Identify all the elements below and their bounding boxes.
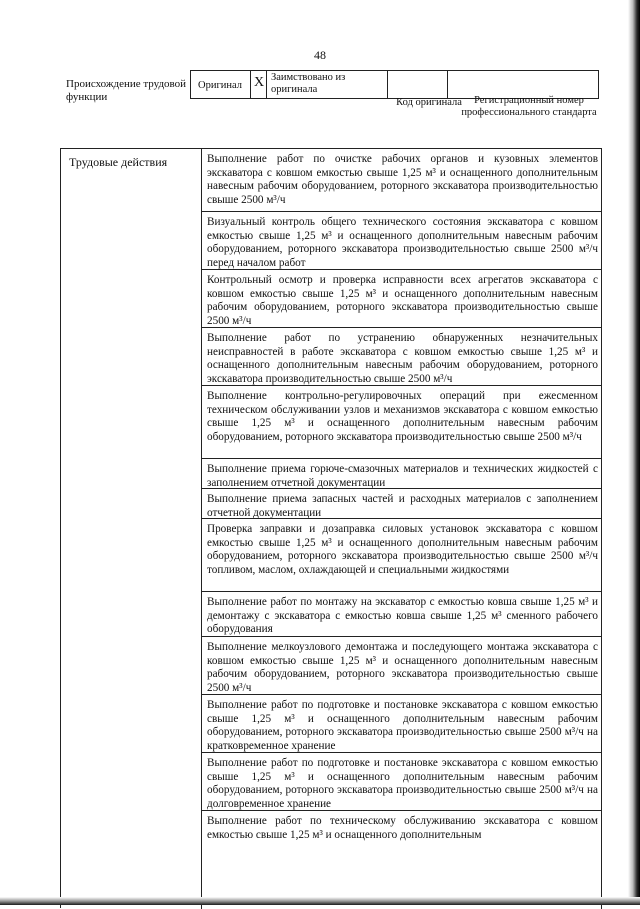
- labor-actions-table: [60, 148, 602, 908]
- labor-action: Контрольный осмотр и проверка исправности всех агрегатов экскаватора с ковшом емкостью свыше 1,25 м³ и оснащенного дополнительным навесным рабочим оборудованием, роторного экскаватора производительностью свыше 2500 м³/ч: [202, 270, 602, 328]
- labor-action: Выполнение мелкоузлового демонтажа и последующего монтажа экскаватора с ковшом емкостью свыше 1,25 м³ и оснащенного дополнительным навесным рабочим оборудованием, роторного экскаватора производительностью свыше 2500 м³/ч: [202, 637, 602, 695]
- labor-action: Выполнение работ по техническому обслуживанию экскаватора с ковшом емкостью свыше 1,25 м³ и оснащенного дополнительным: [207, 815, 598, 841]
- origin-label: Происхождение трудовой функции: [66, 78, 187, 103]
- labor-action: Выполнение работ по подготовке и постановке экскаватора с ковшом емкостью свыше 1,25 м³ и оснащенного дополнительным навесным рабочим оборудованием, роторного экскаватора производительностью свыше 2500 м³/ч на долговременное хранение: [202, 753, 602, 811]
- labor-action: Выполнение приема запасных частей и расходных материалов с заполнением отчетной документации: [202, 489, 602, 519]
- labor-action: Проверка заправки и дозаправка силовых установок экскаватора с ковшом емкостью свыше 1,25 м³ и оснащенного дополнительным навесным рабочим оборудованием, роторного экскаватора производительностью свыше 2500 м³/ч топливом, маслом, охлаждающей и специальными жидкостями: [202, 519, 602, 592]
- page-number: 48: [314, 48, 326, 62]
- reg-number-cell: [448, 71, 598, 98]
- borrowed-cell: Заимствовано из оригинала: [267, 71, 388, 98]
- labor-action: Выполнение работ по подготовке и постановке экскаватора с ковшом емкостью свыше 1,25 м³ и оснащенного дополнительным навесным рабочим оборудованием, роторного экскаватора производительностью свыше 2500 м³/ч на кратковременное хранение: [202, 695, 602, 753]
- code-cell: [388, 71, 448, 98]
- scan-shadow-right: [628, 0, 640, 905]
- labor-actions-title: Трудовые действия: [69, 155, 168, 169]
- labor-action: Выполнение приема горюче-смазочных материалов и технических жидкостей с заполнением отчетной документации: [202, 459, 602, 489]
- labor-action: Выполнение контрольно-регулировочных операций при ежесменном техническом обслуживании узлов и механизмов экскаватора с ковшом емкостью свыше 1,25 м³ и оснащенного дополнительным навесным рабочим оборудованием, роторного экскаватора производительностью свыше 2500 м³/ч: [202, 386, 602, 459]
- labor-action: Выполнение работ по монтажу на экскаватор с емкостью ковша свыше 1,25 м³ и демонтажу с экскаватора с емкостью ковша свыше 1,25 м³ сменного рабочего оборудования: [202, 592, 602, 637]
- labor-action: Визуальный контроль общего технического состояния экскаватора с ковшом емкостью свыше 1,25 м³ и оснащенного дополнительным навесным рабочим оборудованием, роторного экскаватора производительностью свыше 2500 м³/ч перед началом работ: [202, 212, 602, 270]
- code-caption: Код оригинала: [396, 97, 462, 108]
- labor-action: Выполнение работ по устранению обнаруженных незначительных неисправностей в работе экскаватора с ковшом емкостью свыше 1,25 м³ и оснащенного дополнительным навесным рабочим оборудованием, роторного экскаватора производительностью свыше 2500 м³/ч: [202, 328, 602, 386]
- scan-shadow-bottom: [0, 897, 640, 905]
- labor-action: Выполнение работ по очистке рабочих органов и кузовных элементов экскаватора с ковшом емкостью свыше 1,25 м³ и оснащенного дополнительным навесным рабочим оборудованием, роторного экскаватора производительностью свыше 2500 м³/ч: [202, 149, 602, 212]
- original-cell: Оригинал: [191, 71, 251, 98]
- reg-number-caption: Регистрационный номер профессионального стандарта: [461, 95, 597, 118]
- original-mark: X: [251, 71, 267, 98]
